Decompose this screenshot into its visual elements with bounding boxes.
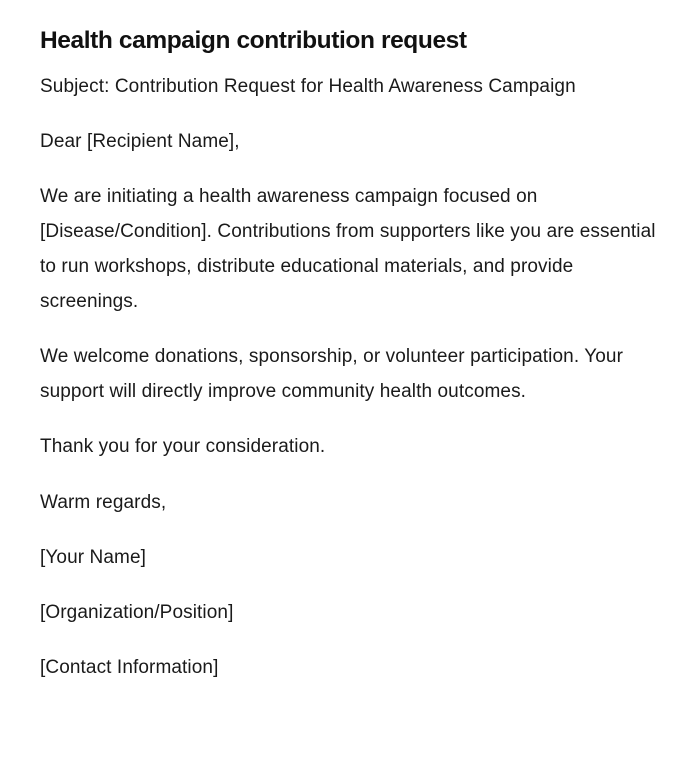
subject-line: Subject: Contribution Request for Health Awareness Campaign (40, 76, 576, 97)
signature-organization: [Organization/Position] (40, 602, 234, 623)
signature-name: [Your Name] (40, 547, 147, 568)
thanks-line: Thank you for your consideration. (40, 436, 326, 457)
letter-document (40, 24, 660, 685)
body-paragraph-2: We welcome donations, sponsorship, or volunteer participation. Your support will directly improve community health outcomes. (40, 346, 624, 402)
closing-line: Warm regards, (40, 492, 167, 513)
document-title: Health campaign contribution request (40, 27, 467, 54)
signature-contact: [Contact Information] (40, 657, 219, 678)
body-paragraph-1: We are initiating a health awareness campaign focused on [Disease/Condition]. Contributions from supporters like you are essential to run workshops, distribute educational materials, and provide screenings. (40, 186, 656, 312)
greeting: Dear [Recipient Name], (40, 131, 240, 152)
